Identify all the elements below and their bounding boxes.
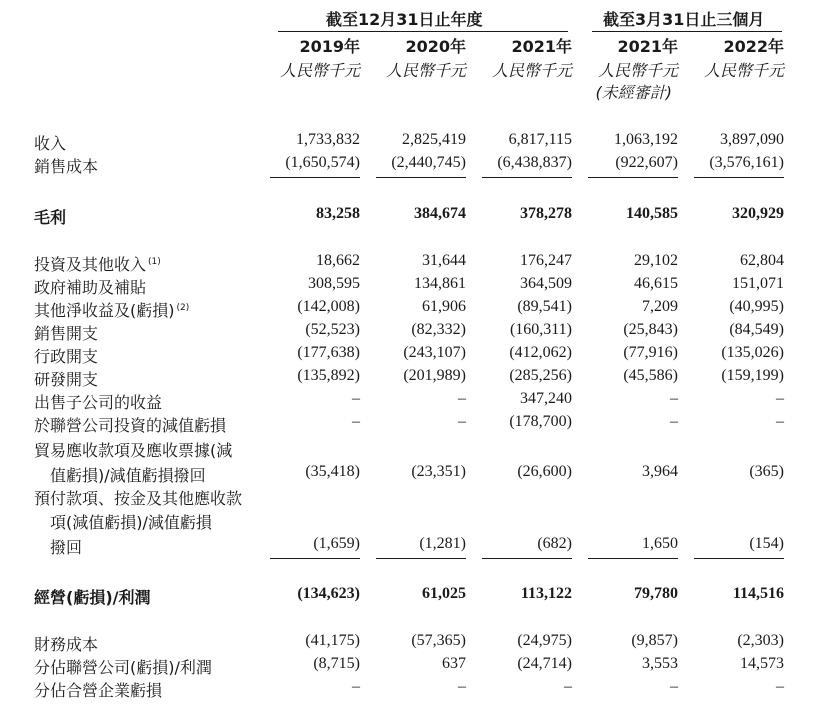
row-label: 投資及其他收入 $^{(1)}$: [34, 255, 161, 274]
cell-2021: (24,975): [517, 632, 572, 649]
cell-2021-q1: –: [670, 413, 678, 430]
row-label: 銷售成本: [34, 157, 99, 176]
table-row: [0, 275, 832, 297]
row-label: 出售子公司的收益: [34, 393, 163, 412]
cell-2022-q1: (2,303): [737, 632, 784, 649]
cell-2019: (177,638): [297, 344, 360, 361]
row-label: 撥回: [34, 538, 83, 557]
cell-2022-q1: (135,026): [721, 344, 784, 361]
cell-2021: 364,509: [520, 275, 572, 292]
cell-2021-q1: (922,607): [615, 154, 678, 171]
row-label: 分佔聯營公司(虧損)/利潤: [34, 658, 212, 677]
table-row: [0, 390, 832, 412]
cell-2020: 2,825,419: [402, 131, 466, 148]
col-year-5: 2022年: [723, 37, 784, 56]
table-row: [0, 632, 832, 654]
cell-2021-q1: (9,857): [631, 632, 678, 649]
cell-2020: (1,281): [419, 535, 466, 552]
cell-2022-q1: 3,897,090: [720, 131, 784, 148]
row-label: 政府補助及補貼: [34, 278, 147, 297]
cell-2022-q1: (159,199): [721, 367, 784, 384]
cell-2019: –: [352, 678, 360, 695]
subtotal-rule: [482, 177, 572, 178]
cell-2020: 134,861: [414, 275, 466, 292]
subtotal-rule: [376, 177, 466, 178]
cell-2020: –: [458, 390, 466, 407]
cell-2020: (57,365): [411, 632, 466, 649]
table-row: [0, 678, 832, 700]
cell-2021: (26,600): [517, 463, 572, 480]
quarter-group-header: 截至3月31日止三個月: [603, 10, 765, 29]
cell-2019: (142,008): [297, 298, 360, 315]
cell-2021: (89,541): [517, 298, 572, 315]
cell-2019: 83,258: [316, 205, 360, 222]
row-label: 財務成本: [34, 635, 99, 654]
table-row: [0, 413, 832, 435]
col-year-2: 2020年: [405, 37, 466, 56]
cell-2021: (178,700): [509, 413, 572, 430]
unaudited-note: (未經審計): [595, 83, 672, 102]
cell-2022-q1: (154): [749, 535, 784, 552]
table-row: [0, 535, 832, 557]
cell-2022-q1: 14,573: [740, 655, 784, 672]
quarter-group-rule: [592, 31, 782, 32]
cell-2021-q1: 46,615: [634, 275, 678, 292]
cell-2021: (24,714): [517, 655, 572, 672]
col-year-1: 2019年: [299, 37, 360, 56]
cell-2019: –: [352, 413, 360, 430]
cell-2021-q1: 1,650: [642, 535, 678, 552]
cell-2021: 113,122: [520, 585, 572, 602]
row-label: 值虧損)/減值虧損撥回: [34, 466, 206, 485]
cell-2021-q1: 3,553: [642, 655, 678, 672]
year-group-rule: [278, 31, 568, 32]
cell-2021: 176,247: [520, 252, 572, 269]
cell-2019: 1,733,832: [296, 131, 360, 148]
row-label: 分佔合營企業虧損: [34, 681, 163, 700]
cell-2021-q1: –: [670, 390, 678, 407]
cell-2020: (82,332): [411, 321, 466, 338]
row-label: 毛利: [34, 208, 67, 227]
row-label: 項(減值虧損)/減值虧損: [34, 513, 212, 532]
col-year-3: 2021年: [511, 37, 572, 56]
cell-2022-q1: 151,071: [732, 275, 784, 292]
row-label: 預付款項、按金及其他應收款: [34, 489, 243, 508]
cell-2021: (160,311): [509, 321, 572, 338]
cell-2019: 18,662: [316, 252, 360, 269]
cell-2021: 378,278: [520, 205, 572, 222]
row-label: 銷售開支: [34, 324, 99, 343]
cell-2022-q1: –: [776, 390, 784, 407]
col-year-4: 2021年: [617, 37, 678, 56]
cell-2022-q1: (365): [749, 463, 784, 480]
row-label: 其他淨收益及(虧損) $^{(2)}$: [34, 301, 190, 320]
cell-2021: (6,438,837): [497, 154, 572, 171]
cell-2020: 637: [442, 655, 466, 672]
cell-2021-q1: (25,843): [623, 321, 678, 338]
cell-2020: –: [458, 678, 466, 695]
subtotal-rule: [270, 558, 360, 559]
cell-2020: (2,440,745): [391, 154, 466, 171]
col-unit-5: 人民幣千元: [703, 61, 784, 80]
table-row-gross-profit: [0, 205, 832, 227]
cell-2022-q1: (3,576,161): [709, 154, 784, 171]
cell-2021: (285,256): [509, 367, 572, 384]
cell-2019: (8,715): [313, 655, 360, 672]
cell-2021-q1: 140,585: [626, 205, 678, 222]
cell-2022-q1: (84,549): [729, 321, 784, 338]
col-unit-2: 人民幣千元: [385, 61, 466, 80]
row-label: 研發開支: [34, 370, 99, 389]
cell-2021-q1: (77,916): [623, 344, 678, 361]
cell-2019: –: [352, 390, 360, 407]
cell-2020: –: [458, 413, 466, 430]
table-row: [0, 252, 832, 274]
cell-2022-q1: –: [776, 413, 784, 430]
col-unit-1: 人民幣千元: [279, 61, 360, 80]
cell-2022-q1: 62,804: [740, 252, 784, 269]
table-row-operating-result: [0, 585, 832, 607]
table-row: [0, 510, 832, 532]
subtotal-rule: [694, 177, 784, 178]
cell-2021: 6,817,115: [508, 131, 572, 148]
cell-2021-q1: 79,780: [634, 585, 678, 602]
footnote-ref: (1): [148, 257, 161, 267]
subtotal-rule: [376, 558, 466, 559]
footnote-ref: (2): [176, 303, 190, 313]
table-row: [0, 154, 832, 176]
table-row: [0, 655, 832, 677]
cell-2020: 384,674: [414, 205, 466, 222]
cell-2019: (52,523): [305, 321, 360, 338]
table-row: [0, 344, 832, 366]
table-row: [0, 367, 832, 389]
row-label: 經營(虧損)/利潤: [34, 588, 151, 607]
cell-2021: (682): [537, 535, 572, 552]
cell-2020: (201,989): [403, 367, 466, 384]
subtotal-rule: [694, 558, 784, 559]
cell-2021-q1: 7,209: [642, 298, 678, 315]
cell-2021-q1: (45,586): [623, 367, 678, 384]
cell-2019: (134,623): [297, 585, 360, 602]
cell-2021: (412,062): [509, 344, 572, 361]
subtotal-rule: [482, 558, 572, 559]
cell-2021: 347,240: [520, 390, 572, 407]
cell-2019: (41,175): [305, 632, 360, 649]
row-label: 收入: [34, 134, 67, 153]
cell-2021-q1: –: [670, 678, 678, 695]
subtotal-rule: [270, 177, 360, 178]
subtotal-rule: [588, 177, 678, 178]
col-unit-4: 人民幣千元: [597, 61, 678, 80]
cell-2022-q1: 320,929: [732, 205, 784, 222]
table-row: [0, 438, 832, 460]
table-row: [0, 463, 832, 485]
cell-2020: (243,107): [403, 344, 466, 361]
year-group-header: 截至12月31日止年度: [326, 10, 483, 29]
cell-2019: (135,892): [297, 367, 360, 384]
cell-2019: (35,418): [305, 463, 360, 480]
cell-2020: 31,644: [422, 252, 466, 269]
cell-2022-q1: 114,516: [732, 585, 784, 602]
col-unit-3: 人民幣千元: [491, 61, 572, 80]
cell-2019: (1,659): [313, 535, 360, 552]
cell-2021: –: [564, 678, 572, 695]
cell-2022-q1: –: [776, 678, 784, 695]
cell-2020: 61,025: [422, 585, 466, 602]
row-label: 貿易應收款項及應收票據(減: [34, 441, 233, 460]
cell-2019: 308,595: [308, 275, 360, 292]
table-row: [0, 321, 832, 343]
cell-2022-q1: (40,995): [729, 298, 784, 315]
table-row: [0, 298, 832, 320]
cell-2021-q1: 3,964: [642, 463, 678, 480]
row-label: 行政開支: [34, 347, 99, 366]
cell-2021-q1: 29,102: [634, 252, 678, 269]
row-label: 於聯營公司投資的減值虧損: [34, 416, 227, 435]
cell-2020: (23,351): [411, 463, 466, 480]
table-row: [0, 131, 832, 153]
cell-2021-q1: 1,063,192: [614, 131, 678, 148]
subtotal-rule: [588, 558, 678, 559]
cell-2019: (1,650,574): [285, 154, 360, 171]
cell-2020: 61,906: [422, 298, 466, 315]
table-row: [0, 486, 832, 508]
